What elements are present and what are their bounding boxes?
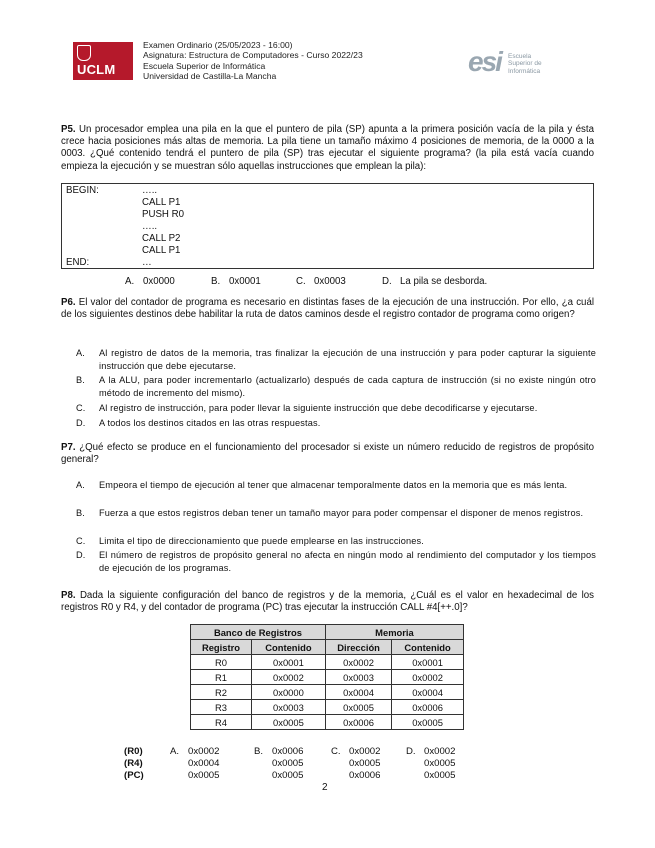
code-line: …..: [142, 185, 158, 196]
uclm-logo-text: UCLM: [77, 62, 116, 77]
p7-options: [76, 479, 596, 579]
option-letter: A.: [76, 348, 85, 358]
question-text: Un procesador emplea una pila en la que el puntero de pila (SP) apunta a la primera posición vacía de la pila y ésta crece hacia posiciones más altas de memoria. La pila tiene un tamaño máximo 4 posiciones de memoria, de la 0000 a la 0003. ¿Qué contenido tendrá el puntero de pila (SP) tras ejecutar el siguiente programa? (la pila está vacía cuando empieza la ejecución y se muestran sólo aquellas instrucciones que emplean la pila):: [61, 124, 594, 172]
question-label: P6.: [61, 297, 76, 308]
table-cell: 0x0002: [392, 670, 464, 685]
code-line: …..: [142, 221, 158, 232]
table-col-header: Contenido: [392, 640, 464, 655]
answer-label: (PC): [124, 770, 144, 781]
table-cell: 0x0004: [325, 685, 391, 700]
option-letter: C.: [76, 536, 86, 546]
option-letter: D.: [382, 276, 392, 287]
exam-header: [143, 40, 363, 82]
code-line: …: [142, 257, 152, 268]
table-row: [191, 670, 464, 685]
table-row: [191, 685, 464, 700]
table-group-header: Memoria: [325, 625, 463, 640]
question-label: P7.: [61, 442, 76, 453]
table-cell: R0: [191, 655, 252, 670]
option-letter: C.: [331, 746, 341, 757]
header-school-line: Escuela Superior de Informática: [143, 60, 266, 71]
option-text: La pila se desborda.: [400, 276, 488, 287]
table-cell: 0x0000: [251, 685, 325, 700]
table-cell: R1: [191, 670, 252, 685]
answer-value: 0x0002: [188, 746, 220, 757]
answer-value: 0x0005: [349, 758, 381, 769]
page-number: 2: [322, 782, 328, 793]
table-cell: 0x0004: [392, 685, 464, 700]
header-exam-line: Examen Ordinario (25/05/2023 - 16:00): [143, 40, 293, 50]
answer-value: 0x0002: [424, 746, 456, 757]
code-line: CALL P1: [142, 197, 181, 208]
answer-value: 0x0002: [349, 746, 381, 757]
question-p5: [61, 124, 594, 173]
option-letter: B.: [211, 276, 221, 287]
option-text: Al registro de datos de la memoria, tras finalizar la ejecución de una instrucción y para poder capturar la siguiente instrucción que debe ejecutarse.: [99, 348, 596, 371]
option-text: 0x0001: [229, 276, 261, 287]
esi-logo: [468, 46, 558, 80]
option-letter: C.: [296, 276, 306, 287]
table-row: [191, 700, 464, 715]
option-text: Fuerza a que estos registros deban tener un tamaño mayor para poder compensar el disponer de menos registros.: [99, 508, 584, 518]
option-text: El número de registros de propósito general no afecta en ningún modo al rendimiento del computador y los tiempos de ejecución de los programas.: [99, 550, 596, 573]
question-p8: [61, 590, 594, 614]
register-memory-table: [190, 624, 464, 730]
table-cell: 0x0002: [251, 670, 325, 685]
p5-options: [0, 276, 655, 290]
code-line: PUSH R0: [142, 209, 184, 220]
option-letter: A.: [170, 746, 180, 757]
table-cell: 0x0006: [325, 715, 391, 730]
p8-answers: [0, 746, 655, 782]
option-letter: A.: [125, 276, 135, 287]
option-letter: D.: [406, 746, 416, 757]
question-text: ¿Qué efecto se produce en el funcionamiento del procesador si existe un número reducido de registros de propósito general?: [61, 442, 594, 466]
option-text: 0x0003: [314, 276, 346, 287]
question-p6: [61, 297, 594, 321]
table-cell: R3: [191, 700, 252, 715]
table-cell: 0x0005: [325, 700, 391, 715]
option-letter: B.: [254, 746, 264, 757]
question-label: P5.: [61, 124, 76, 135]
code-begin-label: BEGIN:: [66, 185, 99, 196]
table-cell: R2: [191, 685, 252, 700]
answer-value: 0x0005: [188, 770, 220, 781]
code-line: CALL P2: [142, 233, 181, 244]
option-text: 0x0000: [143, 276, 175, 287]
table-cell: 0x0001: [251, 655, 325, 670]
option-text: Empeora el tiempo de ejecución al tener que almacenar temporalmente datos en la memoria que es más lenta.: [99, 480, 568, 490]
answer-label: (R0): [124, 746, 143, 757]
answer-value: 0x0005: [272, 770, 304, 781]
question-label: P8.: [61, 590, 76, 601]
header-subject-line: Asignatura: Estructura de Computadores - Curso 2022/23: [143, 50, 363, 61]
crest-icon: [77, 45, 91, 61]
answer-value: 0x0005: [424, 758, 456, 769]
table-col-header: Dirección: [325, 640, 391, 655]
question-text: El valor del contador de programa es necesario en distintas fases de la ejecución de una instrucción. Por ello, ¿a cuál de los siguientes destinos debe habilitar la ruta de datos caminos desde el registro contador de programa como origen?: [61, 297, 594, 321]
table-group-header: Banco de Registros: [191, 625, 326, 640]
answer-value: 0x0006: [272, 746, 304, 757]
code-listing: [61, 183, 594, 269]
question-p7: [61, 442, 594, 466]
p6-options: [76, 347, 596, 433]
table-col-header: Registro: [191, 640, 252, 655]
table-cell: 0x0005: [251, 715, 325, 730]
option-letter: D.: [76, 550, 86, 560]
code-line: CALL P1: [142, 245, 181, 256]
table-cell: 0x0003: [251, 700, 325, 715]
option-text: Al registro de instrucción, para poder llevar la siguiente instrucción que debe decodificarse y ejecutarse.: [99, 403, 538, 413]
option-letter: C.: [76, 403, 86, 413]
option-text: A todos los destinos citados en las otras respuestas.: [99, 418, 321, 428]
table-cell: 0x0001: [392, 655, 464, 670]
table-cell: 0x0003: [325, 670, 391, 685]
option-text: A la ALU, para poder incrementarlo (actualizarlo) después de cada captura de instrucción (si no existe ningún otro método de incremento del mismo).: [99, 375, 596, 398]
answer-value: 0x0004: [188, 758, 220, 769]
table-row: [191, 715, 464, 730]
table-cell: 0x0006: [392, 700, 464, 715]
answer-label: (R4): [124, 758, 143, 769]
answer-value: 0x0005: [272, 758, 304, 769]
question-text: Dada la siguiente configuración del banco de registros y de la memoria, ¿Cuál es el valor en hexadecimal de los registros R0 y R4, y del contador de programa (PC) tras ejecutar la instrucción CALL #4[++.0]?: [61, 590, 594, 614]
esi-logo-caption: Escuela Superior de Informática: [508, 53, 542, 75]
answer-value: 0x0005: [424, 770, 456, 781]
uclm-logo: [73, 42, 133, 80]
option-letter: A.: [76, 480, 85, 490]
table-row: [191, 655, 464, 670]
table-cell: R4: [191, 715, 252, 730]
table-cell: 0x0005: [392, 715, 464, 730]
header-university-line: Universidad de Castilla-La Mancha: [143, 71, 277, 82]
option-letter: B.: [76, 375, 85, 385]
option-letter: B.: [76, 508, 85, 518]
answer-value: 0x0006: [349, 770, 381, 781]
table-cell: 0x0002: [325, 655, 391, 670]
option-text: Limita el tipo de direccionamiento que puede emplearse en las instrucciones.: [99, 536, 424, 546]
esi-logo-mark: esi: [468, 46, 501, 77]
option-letter: D.: [76, 418, 86, 428]
code-end-label: END:: [66, 257, 90, 268]
table-col-header: Contenido: [251, 640, 325, 655]
